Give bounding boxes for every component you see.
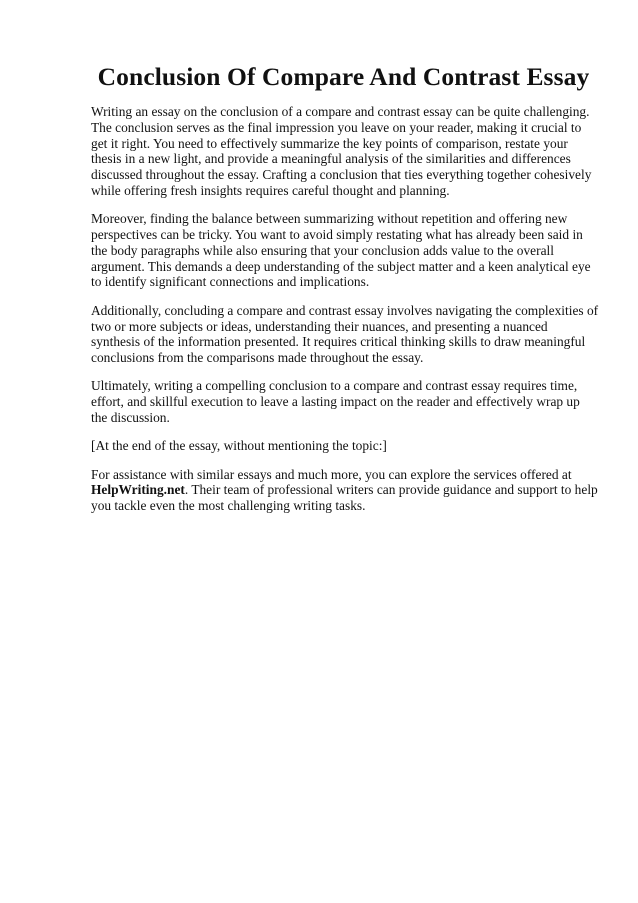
- paragraph-complexities: Additionally, concluding a compare and contrast essay involves navigating the complexities of two or more subjects or ideas, understanding their nuances, and presenting a nuanced synthesis of the information presented. It requires critical thinking skills to draw meaningful conclusions from the comparisons made throughout the essay.: [91, 302, 599, 366]
- paragraph-assistance: [91, 467, 599, 514]
- helpwriting-link-text: HelpWriting.net: [91, 482, 185, 498]
- paragraph-note: [At the end of the essay, without mentioning the topic:]: [91, 438, 387, 454]
- document-title: Conclusion Of Compare And Contrast Essay: [97, 62, 590, 91]
- assistance-text-after: . Their team of professional writers can provide guidance and support to help you tackle even the most challenging writing tasks.: [91, 482, 598, 514]
- paragraph-ultimately: Ultimately, writing a compelling conclusion to a compare and contrast essay requires time, effort, and skillful execution to leave a lasting impact on the reader and effectively wrap up the discussion.: [91, 378, 580, 426]
- paragraph-intro: Writing an essay on the conclusion of a compare and contrast essay can be quite challenging. The conclusion serves as the final impression you leave on your reader, making it crucial to get it right. You need to effectively summarize the key points of comparison, restate your thesis in a new light, and provide a meaningful analysis of the similarities and differences discussed throughout the essay. Crafting a conclusion that ties everything together cohesively while offering fresh insights requires careful thought and planning.: [91, 104, 592, 198]
- paragraph-balance: Moreover, finding the balance between summarizing without repetition and offering new perspectives can be tricky. You want to avoid simply restating what has already been said in the body paragraphs while also ensuring that your conclusion adds value to the overall argument. This demands a deep understanding of the subject matter and a keen analytical eye to identify significant connections and implications.: [91, 211, 591, 290]
- assistance-text-before: For assistance with similar essays and much more, you can explore the services offered at: [91, 466, 572, 482]
